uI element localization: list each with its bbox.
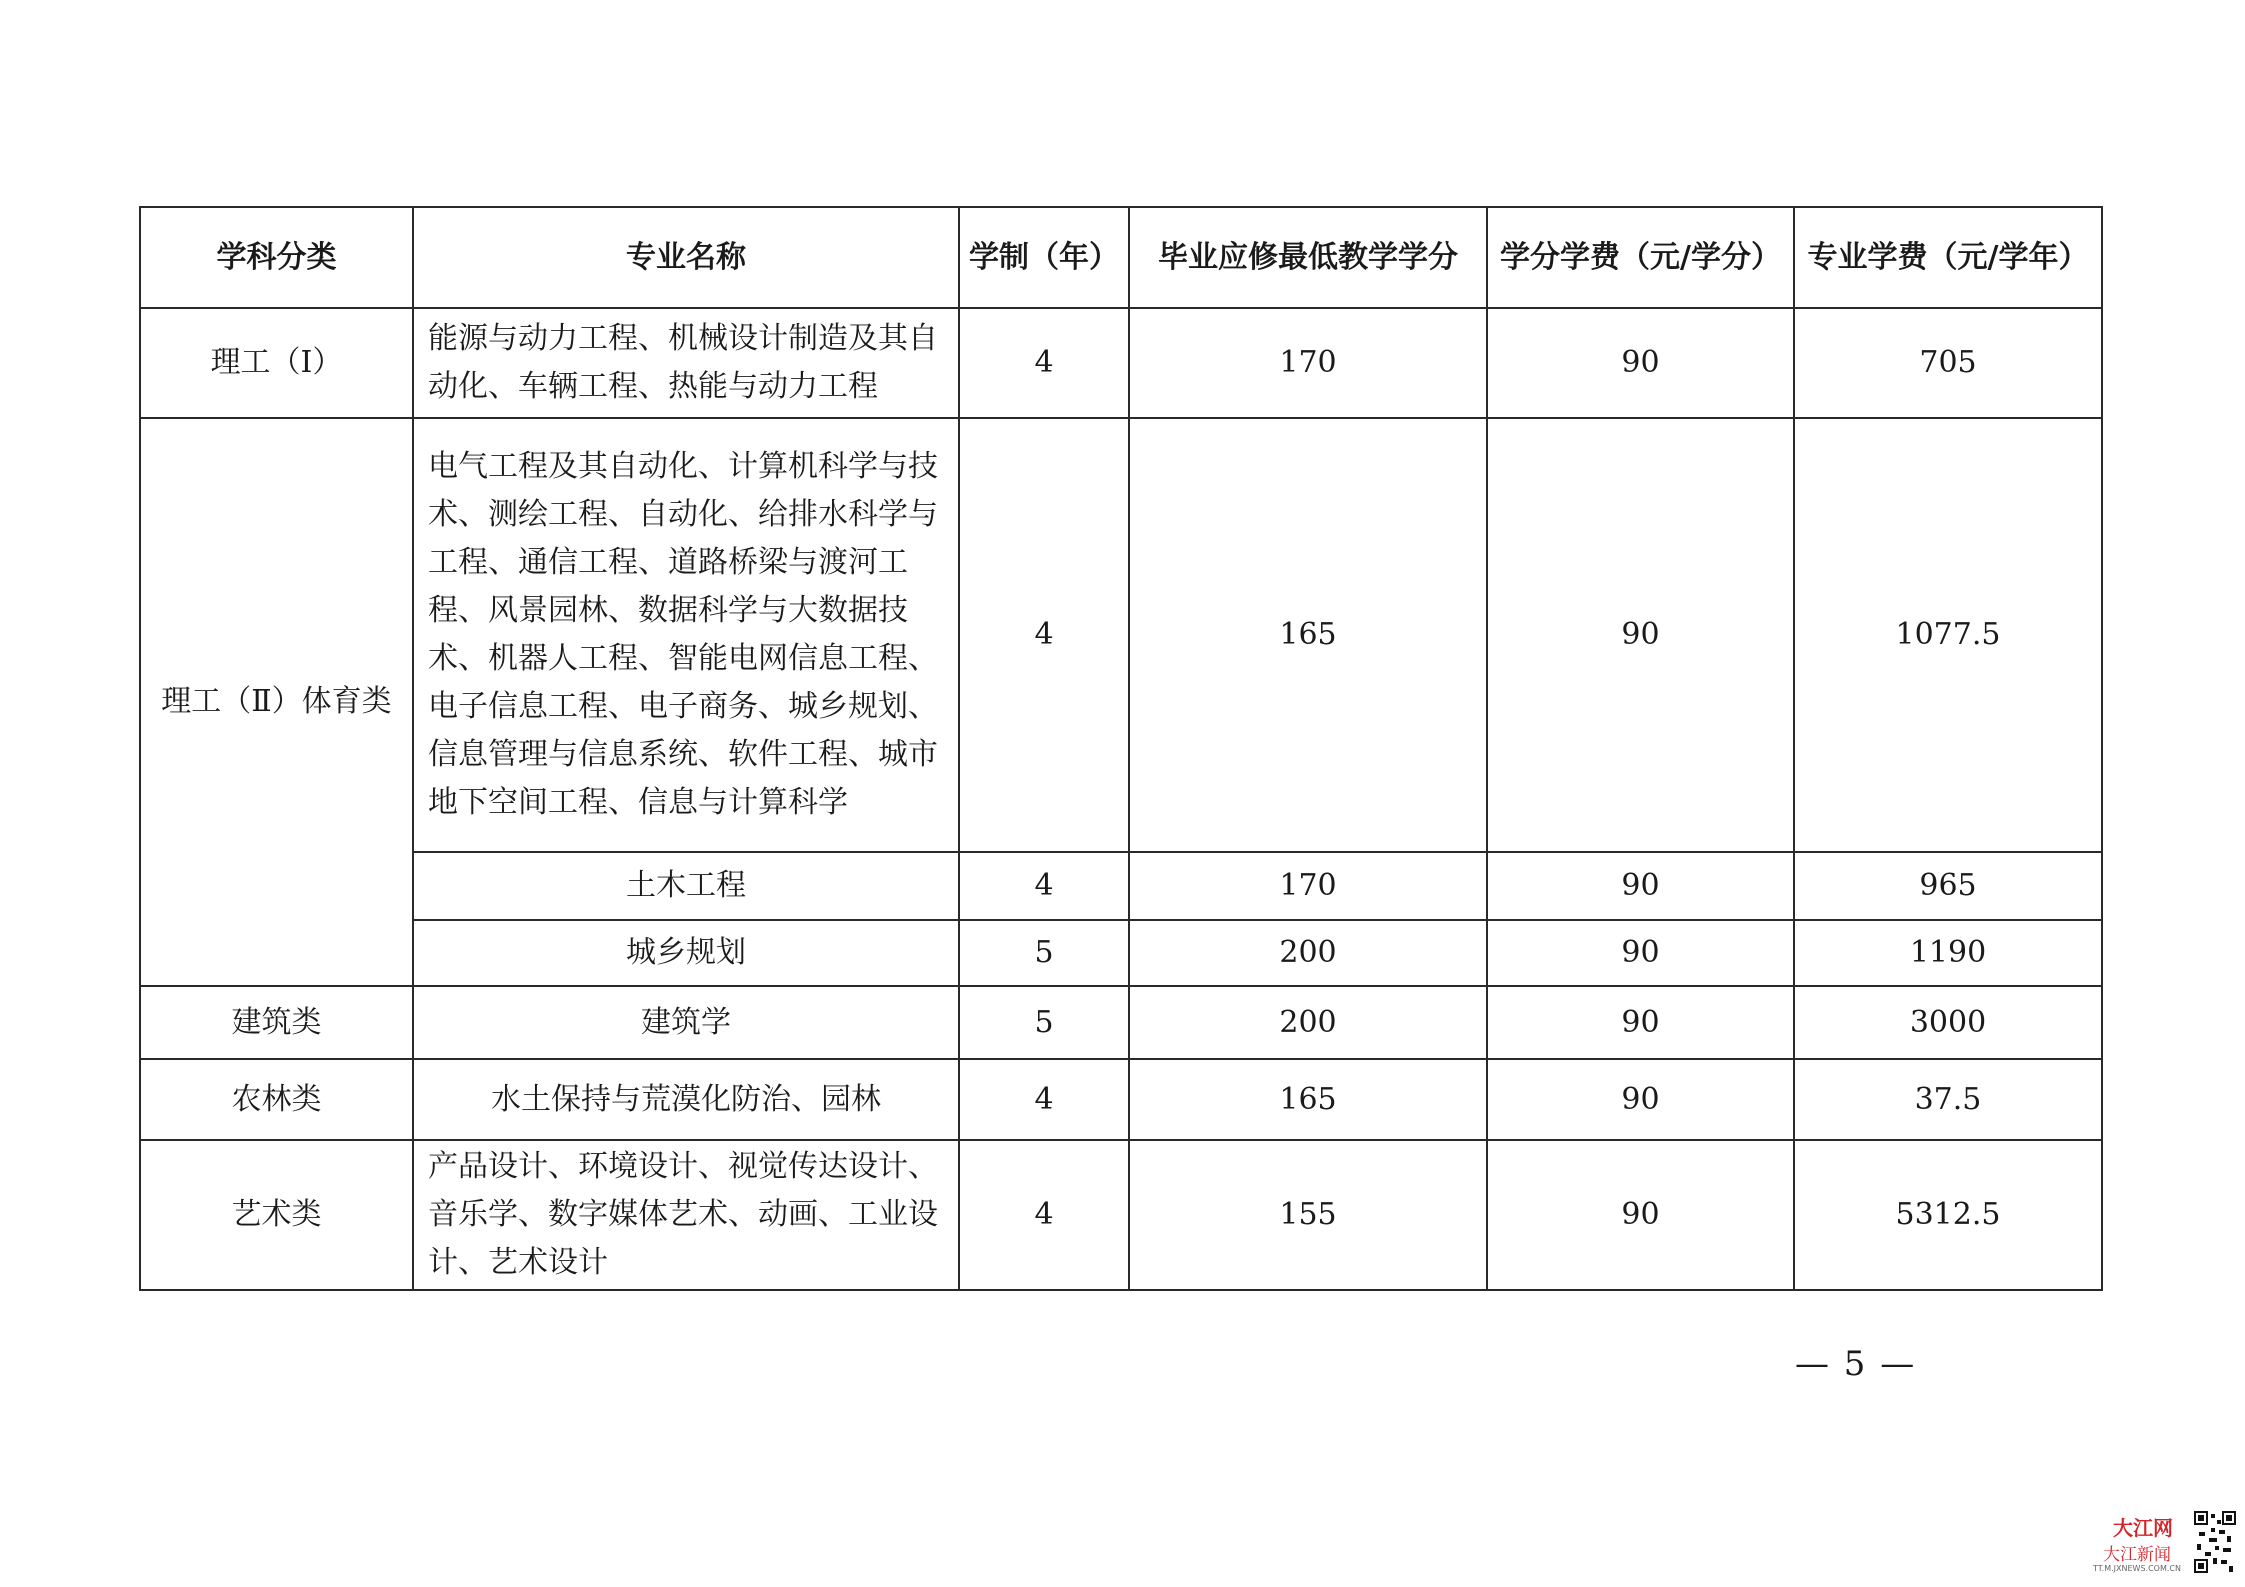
cell-category: 艺术类 xyxy=(140,1140,413,1290)
cell-major-fee: 965 xyxy=(1794,852,2102,920)
cell-category: 理工（Ⅱ）体育类 xyxy=(140,418,413,986)
table-row xyxy=(140,986,2102,1059)
cell-years: 5 xyxy=(959,920,1129,986)
watermark-line1: 大江网 xyxy=(2113,1516,2173,1540)
cell-major-fee: 37.5 xyxy=(1794,1059,2102,1140)
watermark-logo xyxy=(2085,1508,2235,1578)
cell-credit-fee: 90 xyxy=(1487,418,1794,852)
qr-code-icon xyxy=(2193,1510,2237,1574)
table-row xyxy=(140,1059,2102,1140)
cell-category: 建筑类 xyxy=(140,986,413,1059)
header-major: 专业名称 xyxy=(413,207,959,308)
cell-major-fee: 1077.5 xyxy=(1794,418,2102,852)
cell-years: 4 xyxy=(959,308,1129,418)
header-years: 学制（年） xyxy=(959,207,1129,308)
cell-category: 理工（Ⅰ） xyxy=(140,308,413,418)
table-row xyxy=(140,308,2102,418)
cell-major-fee: 3000 xyxy=(1794,986,2102,1059)
cell-years: 4 xyxy=(959,852,1129,920)
table-row xyxy=(140,920,2102,986)
cell-credits: 165 xyxy=(1129,1059,1487,1140)
watermark-line3: TT.M.JXNEWS.COM.CN xyxy=(2093,1564,2181,1573)
cell-major: 土木工程 xyxy=(413,852,959,920)
header-category: 学科分类 xyxy=(140,207,413,308)
cell-credit-fee: 90 xyxy=(1487,986,1794,1059)
cell-major-fee: 1190 xyxy=(1794,920,2102,986)
cell-category: 农林类 xyxy=(140,1059,413,1140)
cell-credits: 155 xyxy=(1129,1140,1487,1290)
cell-credit-fee: 90 xyxy=(1487,1059,1794,1140)
cell-years: 5 xyxy=(959,986,1129,1059)
header-major-fee: 专业学费（元/学年） xyxy=(1794,207,2102,308)
watermark-line2: 大江新闻 xyxy=(2103,1545,2171,1565)
cell-major: 建筑学 xyxy=(413,986,959,1059)
cell-major: 水土保持与荒漠化防治、园林 xyxy=(413,1059,959,1140)
cell-credit-fee: 90 xyxy=(1487,308,1794,418)
cell-credits: 170 xyxy=(1129,852,1487,920)
cell-credits: 200 xyxy=(1129,920,1487,986)
page-number: — 5 — xyxy=(1795,1344,1917,1384)
table-row xyxy=(140,1140,2102,1290)
cell-years: 4 xyxy=(959,418,1129,852)
cell-credit-fee: 90 xyxy=(1487,920,1794,986)
fee-table xyxy=(139,206,2103,1291)
cell-major-fee: 5312.5 xyxy=(1794,1140,2102,1290)
table-row xyxy=(140,418,2102,852)
cell-credits: 200 xyxy=(1129,986,1487,1059)
cell-major-fee: 705 xyxy=(1794,308,2102,418)
cell-major: 电气工程及其自动化、计算机科学与技术、测绘工程、自动化、给排水科学与工程、通信工程、道路桥梁与渡河工程、风景园林、数据科学与大数据技术、机器人工程、智能电网信息工程、电子信息工程、电子商务、城乡规划、信息管理与信息系统、软件工程、城市地下空间工程、信息与计算科学 xyxy=(413,418,959,852)
cell-major: 城乡规划 xyxy=(413,920,959,986)
header-credit-fee: 学分学费（元/学分） xyxy=(1487,207,1794,308)
cell-credit-fee: 90 xyxy=(1487,852,1794,920)
table-row xyxy=(140,852,2102,920)
cell-major: 产品设计、环境设计、视觉传达设计、音乐学、数字媒体艺术、动画、工业设计、艺术设计 xyxy=(413,1140,959,1290)
table-header-row xyxy=(140,207,2102,308)
cell-credits: 170 xyxy=(1129,308,1487,418)
cell-years: 4 xyxy=(959,1140,1129,1290)
cell-credits: 165 xyxy=(1129,418,1487,852)
cell-years: 4 xyxy=(959,1059,1129,1140)
header-credits: 毕业应修最低教学学分 xyxy=(1129,207,1487,308)
cell-major: 能源与动力工程、机械设计制造及其自动化、车辆工程、热能与动力工程 xyxy=(413,308,959,418)
cell-credit-fee: 90 xyxy=(1487,1140,1794,1290)
